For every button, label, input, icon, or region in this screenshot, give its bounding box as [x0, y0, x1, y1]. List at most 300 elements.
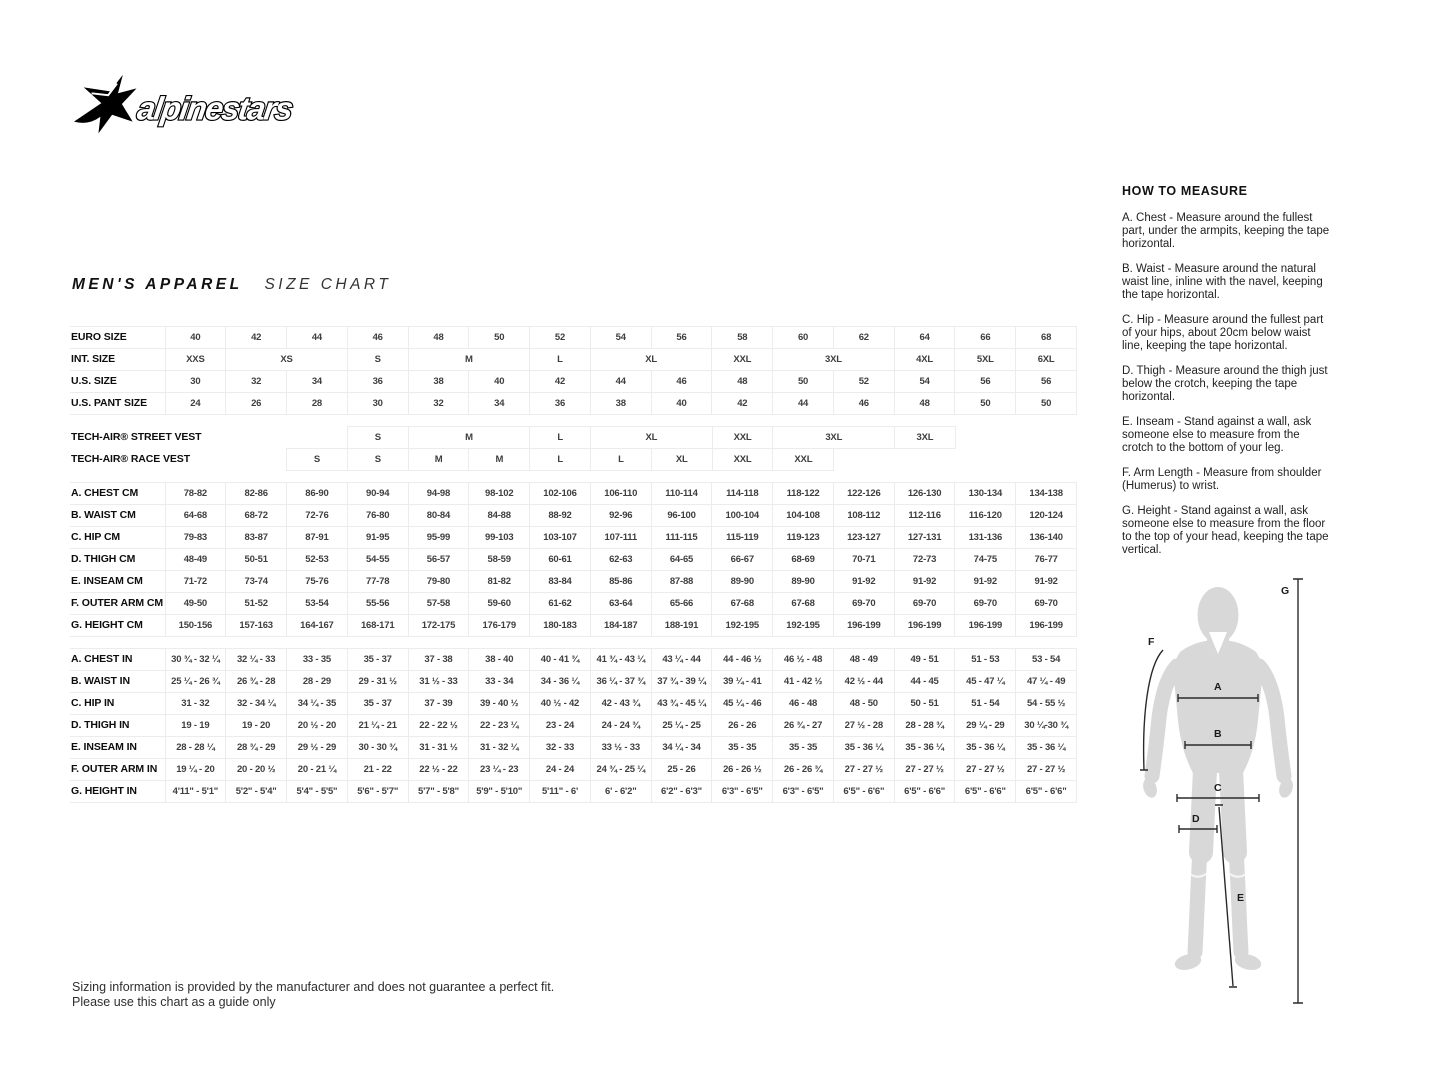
table-row [70, 693, 1077, 715]
measure-instruction: G. Height - Stand against a wall, ask someone else to measure from the floor to the top of your head, keeping the tape vertical. [1122, 505, 1329, 556]
table-cell: 26 - 26 [712, 715, 773, 737]
table-cell: 45 - 47 ¼ [955, 671, 1016, 693]
table-cell: 57-58 [408, 593, 469, 615]
table-row [70, 759, 1077, 781]
table-cell: 60-61 [530, 549, 591, 571]
measure-instruction: C. Hip - Measure around the fullest part of your hips, about 20cm below waist line, keeping the tape horizontal. [1122, 314, 1324, 352]
table-cell: 87-88 [651, 571, 712, 593]
table-cell: 56 [651, 327, 712, 349]
table-cell: 58-59 [469, 549, 530, 571]
table-cell: 44 [773, 393, 834, 415]
table-cell: 34 ¼ - 35 [287, 693, 348, 715]
table-cell: S [347, 449, 408, 471]
table-cell: 62 [833, 327, 894, 349]
table-cell: 78-82 [165, 483, 226, 505]
table-cell: 30 [165, 371, 226, 393]
table-cell: 41 - 42 ½ [773, 671, 834, 693]
table-cell: 116-120 [955, 505, 1016, 527]
table-row [70, 593, 1077, 615]
table-cell: 6'5" - 6'6" [955, 781, 1016, 803]
table-cell: 104-108 [773, 505, 834, 527]
table-cell: L [530, 427, 591, 449]
table-cell: 29 ½ - 29 [287, 737, 348, 759]
table-cell: M [469, 449, 530, 471]
table-cell: 35 - 35 [712, 737, 773, 759]
table-cell: 49-50 [165, 593, 226, 615]
table-cell: 50 [955, 393, 1016, 415]
table-cell: 30 [347, 393, 408, 415]
table-cell: 26 - 26 ¾ [773, 759, 834, 781]
table-cell: 4XL [894, 349, 955, 371]
table-row [70, 483, 1077, 505]
table-cell: M [408, 449, 469, 471]
table-cell: 112-116 [894, 505, 955, 527]
table-cell: 22 ½ - 22 [408, 759, 469, 781]
table-cell: 5'11" - 6' [530, 781, 591, 803]
table-cell: 63-64 [590, 593, 651, 615]
row-label: G. HEIGHT CM [70, 615, 165, 637]
table-cell: 36 [530, 393, 591, 415]
table-cell: 66 [955, 327, 1016, 349]
label-arm: F [1148, 636, 1155, 648]
table-cell: 48 - 49 [833, 649, 894, 671]
table-cell: XL [651, 449, 712, 471]
table-row [70, 527, 1077, 549]
table-row [70, 427, 1077, 449]
table-cell: 5'9" - 5'10" [469, 781, 530, 803]
table-cell: 48 [894, 393, 955, 415]
table-cell: 6'5" - 6'6" [833, 781, 894, 803]
table-cell: 69-70 [894, 593, 955, 615]
table-cell: 54 - 55 ½ [1016, 693, 1077, 715]
table-cell: 33 ½ - 33 [590, 737, 651, 759]
row-label: EURO SIZE [70, 327, 165, 349]
table-cell: 27 ½ - 28 [833, 715, 894, 737]
table-row [70, 549, 1077, 571]
table-cell: 74-75 [955, 549, 1016, 571]
table-cell: 50 [773, 371, 834, 393]
table-cell: 83-87 [226, 527, 287, 549]
table-row [70, 327, 1077, 349]
table-cell: 134-138 [1016, 483, 1077, 505]
table-cell: 38 - 40 [469, 649, 530, 671]
table-cell: 38 [408, 371, 469, 393]
table-cell: 65-66 [651, 593, 712, 615]
table-row [70, 615, 1077, 637]
table-cell: 56-57 [408, 549, 469, 571]
table-cell: 64-68 [165, 505, 226, 527]
table-cell: 66-67 [712, 549, 773, 571]
table-cell: S [347, 427, 408, 449]
table-cell: 29 - 31 ½ [347, 671, 408, 693]
table-cell: 118-122 [773, 483, 834, 505]
table-cell: 110-114 [651, 483, 712, 505]
table-cell: XS [226, 349, 348, 371]
row-label: F. OUTER ARM CM [70, 593, 165, 615]
table-cell: 6'2" - 6'3" [651, 781, 712, 803]
table-cell: 58 [712, 327, 773, 349]
table-cell: 40 [165, 327, 226, 349]
table-cell: 85-86 [590, 571, 651, 593]
table-cell: 35 - 36 ¼ [833, 737, 894, 759]
table-cell: 22 - 22 ½ [408, 715, 469, 737]
table-cell: 36 [347, 371, 408, 393]
table-cell: 31 - 31 ½ [408, 737, 469, 759]
table-cell: 99-103 [469, 527, 530, 549]
table-cell: 36 ¼ - 37 ¾ [590, 671, 651, 693]
table-cell: 6'5" - 6'6" [1016, 781, 1077, 803]
table-cell: 21 - 22 [347, 759, 408, 781]
hip-measure-line [1177, 794, 1259, 802]
row-label: C. HIP IN [70, 693, 165, 715]
table-cell: 45 ¼ - 46 [712, 693, 773, 715]
table-cell: 24 ¾ - 25 ¼ [590, 759, 651, 781]
table-cell: L [591, 449, 652, 471]
table-cell: 26 ¾ - 28 [226, 671, 287, 693]
table-cell: 30 ¼-30 ¾ [1016, 715, 1077, 737]
table-cell: L [530, 449, 591, 471]
size-table-section-vests [70, 426, 1077, 471]
table-cell: 91-92 [1016, 571, 1077, 593]
table-cell: 71-72 [165, 571, 226, 593]
table-cell: 43 ¼ - 44 [651, 649, 712, 671]
table-cell: 50 - 51 [894, 693, 955, 715]
table-cell: 31 ½ - 33 [408, 671, 469, 693]
row-label: U.S. PANT SIZE [70, 393, 165, 415]
label-height: G [1281, 585, 1290, 597]
table-cell: 88-92 [530, 505, 591, 527]
row-label: F. OUTER ARM IN [70, 759, 165, 781]
table-cell: 34 [287, 371, 348, 393]
table-row [70, 393, 1077, 415]
table-cell: 32 - 33 [530, 737, 591, 759]
table-cell: 52 [530, 327, 591, 349]
table-cell: 91-92 [955, 571, 1016, 593]
table-cell: 55-56 [347, 593, 408, 615]
table-cell: 27 - 27 ½ [833, 759, 894, 781]
table-cell: 82-86 [226, 483, 287, 505]
table-cell: 42 ½ - 44 [833, 671, 894, 693]
table-cell: 30 ¾ - 32 ¼ [165, 649, 226, 671]
row-label: E. INSEAM CM [70, 571, 165, 593]
table-cell: 87-91 [287, 527, 348, 549]
table-cell: 37 - 38 [408, 649, 469, 671]
row-label: B. WAIST IN [70, 671, 165, 693]
table-cell-empty [955, 427, 1077, 449]
table-cell: 168-171 [347, 615, 408, 637]
table-cell: 89-90 [773, 571, 834, 593]
table-cell: 48 [408, 327, 469, 349]
table-cell: 38 [590, 393, 651, 415]
table-cell: 6' - 6'2" [590, 781, 651, 803]
table-cell: 24 - 24 ¾ [590, 715, 651, 737]
table-cell: 46 ½ - 48 [773, 649, 834, 671]
table-cell: 31 - 32 ¼ [469, 737, 530, 759]
table-cell: 32 [408, 393, 469, 415]
table-cell: 46 [833, 393, 894, 415]
how-to-measure-heading: HOW TO MEASURE [1122, 184, 1248, 198]
table-cell: 115-119 [712, 527, 773, 549]
table-cell: 180-183 [530, 615, 591, 637]
table-cell: 91-95 [347, 527, 408, 549]
table-cell: 30 - 30 ¾ [347, 737, 408, 759]
table-cell: 28 - 29 [287, 671, 348, 693]
body-measurement-figure [1130, 570, 1440, 1010]
table-cell: 54-55 [347, 549, 408, 571]
table-cell: M [408, 349, 530, 371]
table-cell: 59-60 [469, 593, 530, 615]
table-cell: 47 ¼ - 49 [1016, 671, 1077, 693]
table-cell: 69-70 [955, 593, 1016, 615]
table-cell: 53 - 54 [1016, 649, 1077, 671]
table-cell: 44 - 45 [894, 671, 955, 693]
table-cell: 5XL [955, 349, 1016, 371]
table-cell: 24 [165, 393, 226, 415]
table-cell: 3XL [895, 427, 956, 449]
table-cell: 51-52 [226, 593, 287, 615]
table-cell: 123-127 [833, 527, 894, 549]
table-row [70, 715, 1077, 737]
table-cell: 34 ¼ - 34 [651, 737, 712, 759]
table-row [70, 505, 1077, 527]
table-cell: 136-140 [1016, 527, 1077, 549]
table-cell: 69-70 [1016, 593, 1077, 615]
table-cell: 44 [590, 371, 651, 393]
table-row [70, 737, 1077, 759]
how-to-measure-list [1122, 212, 1334, 557]
table-cell: 27 - 27 ½ [1016, 759, 1077, 781]
table-cell: 103-107 [530, 527, 591, 549]
table-cell: 48 [712, 371, 773, 393]
table-cell: 48 - 50 [833, 693, 894, 715]
table-cell: XL [590, 349, 712, 371]
table-cell: 4'11" - 5'1" [165, 781, 226, 803]
table-cell: 196-199 [894, 615, 955, 637]
page-title [72, 276, 391, 294]
table-cell: XL [591, 427, 713, 449]
measure-instruction: D. Thigh - Measure around the thigh just below the crotch, keeping the tape horizontal. [1122, 365, 1328, 403]
table-row [70, 371, 1077, 393]
table-cell: 40 [469, 371, 530, 393]
brand-logo [74, 74, 330, 138]
label-hip: C [1214, 782, 1222, 794]
table-cell: 27 - 27 ½ [955, 759, 1016, 781]
table-cell: 24 - 24 [530, 759, 591, 781]
table-cell: 46 [347, 327, 408, 349]
table-cell: XXL [712, 449, 773, 471]
table-cell: S [347, 349, 408, 371]
alpinestars-logo-graphic [74, 74, 330, 138]
table-cell: 25 ¼ - 26 ¾ [165, 671, 226, 693]
body-silhouette-graphic [1130, 570, 1440, 1010]
size-table-section-sizes [70, 326, 1077, 415]
table-cell: 5'7" - 5'8" [408, 781, 469, 803]
table-cell: 68-69 [773, 549, 834, 571]
table-cell: 51 - 53 [955, 649, 1016, 671]
table-cell: 28 - 28 ¼ [165, 737, 226, 759]
table-cell: 69-70 [833, 593, 894, 615]
table-cell: 39 - 40 ½ [469, 693, 530, 715]
table-cell: 68-72 [226, 505, 287, 527]
row-label: C. HIP CM [70, 527, 165, 549]
table-cell: 20 ½ - 20 [287, 715, 348, 737]
table-cell: 67-68 [712, 593, 773, 615]
height-measure-line [1293, 579, 1303, 1003]
table-cell: 76-80 [347, 505, 408, 527]
table-cell: 42 [530, 371, 591, 393]
table-cell: 34 [469, 393, 530, 415]
table-cell: 20 - 20 ½ [226, 759, 287, 781]
table-cell: 46 - 48 [773, 693, 834, 715]
how-to-measure-panel [1122, 184, 1334, 569]
table-cell: 52-53 [287, 549, 348, 571]
table-cell: 31 - 32 [165, 693, 226, 715]
table-cell: 72-73 [894, 549, 955, 571]
table-cell: XXL [712, 427, 773, 449]
table-cell: 6'5" - 6'6" [894, 781, 955, 803]
measure-instruction: A. Chest - Measure around the fullest part, under the armpits, keeping the tape horizontal. [1122, 212, 1330, 250]
row-label: D. THIGH CM [70, 549, 165, 571]
table-cell: 19 ¼ - 20 [165, 759, 226, 781]
table-cell: 100-104 [712, 505, 773, 527]
table-cell: 3XL [773, 349, 895, 371]
row-label: A. CHEST CM [70, 483, 165, 505]
table-cell: 131-136 [955, 527, 1016, 549]
table-cell: 50-51 [226, 549, 287, 571]
table-cell: 42 [712, 393, 773, 415]
table-cell: 60 [773, 327, 834, 349]
table-cell: 35 - 37 [347, 649, 408, 671]
table-cell: 70-71 [833, 549, 894, 571]
table-cell: 150-156 [165, 615, 226, 637]
page-title-secondary: SIZE CHART [264, 276, 392, 293]
table-cell: L [530, 349, 591, 371]
table-cell: 25 - 26 [651, 759, 712, 781]
measure-instruction: B. Waist - Measure around the natural waist line, inline with the navel, keeping the tape horizontal. [1122, 263, 1323, 301]
table-cell: S [287, 449, 348, 471]
table-cell: 50 [1016, 393, 1077, 415]
table-cell: 126-130 [894, 483, 955, 505]
row-label: E. INSEAM IN [70, 737, 165, 759]
table-row [70, 781, 1077, 803]
table-cell: 6'3" - 6'5" [712, 781, 773, 803]
table-cell: 28 ¾ - 29 [226, 737, 287, 759]
table-cell: 192-195 [712, 615, 773, 637]
table-cell: 35 - 35 [773, 737, 834, 759]
table-cell: 75-76 [287, 571, 348, 593]
table-cell: 3XL [773, 427, 895, 449]
table-row [70, 671, 1077, 693]
table-cell: 6'3" - 6'5" [773, 781, 834, 803]
table-cell: 42 [226, 327, 287, 349]
table-cell: 188-191 [651, 615, 712, 637]
table-cell: 196-199 [833, 615, 894, 637]
table-cell: 28 - 28 ¾ [894, 715, 955, 737]
table-cell: 54 [590, 327, 651, 349]
table-cell: 51 - 54 [955, 693, 1016, 715]
table-cell: 64-65 [651, 549, 712, 571]
row-label: G. HEIGHT IN [70, 781, 165, 803]
table-cell: 127-131 [894, 527, 955, 549]
disclaimer-line-2: Please use this chart as a guide only [72, 995, 276, 1009]
table-cell: 80-84 [408, 505, 469, 527]
table-cell: XXL [773, 449, 834, 471]
table-cell-empty [834, 449, 1077, 471]
row-label: D. THIGH IN [70, 715, 165, 737]
table-cell: 192-195 [773, 615, 834, 637]
table-cell: 46 [651, 371, 712, 393]
row-label: A. CHEST IN [70, 649, 165, 671]
row-label: INT. SIZE [70, 349, 165, 371]
table-cell: 56 [1016, 371, 1077, 393]
table-cell: XXL [712, 349, 773, 371]
table-cell: 49 - 51 [894, 649, 955, 671]
table-cell: 44 - 46 ½ [712, 649, 773, 671]
table-cell: 108-112 [833, 505, 894, 527]
table-cell: 72-76 [287, 505, 348, 527]
table-cell: 94-98 [408, 483, 469, 505]
table-cell: 29 ¼ - 29 [955, 715, 1016, 737]
table-cell: 32 ¼ - 33 [226, 649, 287, 671]
measure-instruction: E. Inseam - Stand against a wall, ask someone else to measure from the crotch to the bottom of your leg. [1122, 416, 1312, 454]
table-cell: 54 [894, 371, 955, 393]
table-cell: 89-90 [712, 571, 773, 593]
table-cell: 92-96 [590, 505, 651, 527]
table-cell: 77-78 [347, 571, 408, 593]
table-cell: 43 ¾ - 45 ¼ [651, 693, 712, 715]
table-cell: 5'4" - 5'5" [287, 781, 348, 803]
table-cell: 164-167 [287, 615, 348, 637]
table-cell: 33 - 35 [287, 649, 348, 671]
table-row [70, 571, 1077, 593]
table-cell: 91-92 [833, 571, 894, 593]
table-cell: 32 [226, 371, 287, 393]
table-cell: 172-175 [408, 615, 469, 637]
table-cell: 23 ¼ - 23 [469, 759, 530, 781]
table-cell: 96-100 [651, 505, 712, 527]
table-cell: 19 - 19 [165, 715, 226, 737]
disclaimer-line-1: Sizing information is provided by the manufacturer and does not guarantee a perfect fit. [72, 980, 555, 994]
table-cell: 107-111 [590, 527, 651, 549]
table-cell: 40 [651, 393, 712, 415]
table-cell: 176-179 [469, 615, 530, 637]
row-label: U.S. SIZE [70, 371, 165, 393]
row-label: TECH-AIR® STREET VEST [71, 431, 202, 443]
disclaimer [72, 980, 554, 1010]
table-cell: 21 ¼ - 21 [347, 715, 408, 737]
table-cell: 25 ¼ - 25 [651, 715, 712, 737]
table-cell: 41 ¾ - 43 ¼ [590, 649, 651, 671]
table-cell: 23 - 24 [530, 715, 591, 737]
table-cell: 40 - 41 ¾ [530, 649, 591, 671]
table-cell: 27 - 27 ½ [894, 759, 955, 781]
size-table [70, 326, 1078, 814]
table-cell: 42 - 43 ¾ [590, 693, 651, 715]
label-thigh: D [1192, 813, 1200, 825]
table-cell: 35 - 36 ¼ [894, 737, 955, 759]
table-cell: 35 - 36 ¼ [955, 737, 1016, 759]
table-cell: 32 - 34 ¼ [226, 693, 287, 715]
table-cell: 53-54 [287, 593, 348, 615]
table-cell: 90-94 [347, 483, 408, 505]
table-cell: 6XL [1016, 349, 1077, 371]
size-table-section-cm [70, 482, 1077, 637]
alpinestars-wordmark: alpinestars [135, 90, 295, 127]
table-cell: 52 [833, 371, 894, 393]
table-cell: 28 [287, 393, 348, 415]
table-cell: 33 - 34 [469, 671, 530, 693]
table-cell: 130-134 [955, 483, 1016, 505]
